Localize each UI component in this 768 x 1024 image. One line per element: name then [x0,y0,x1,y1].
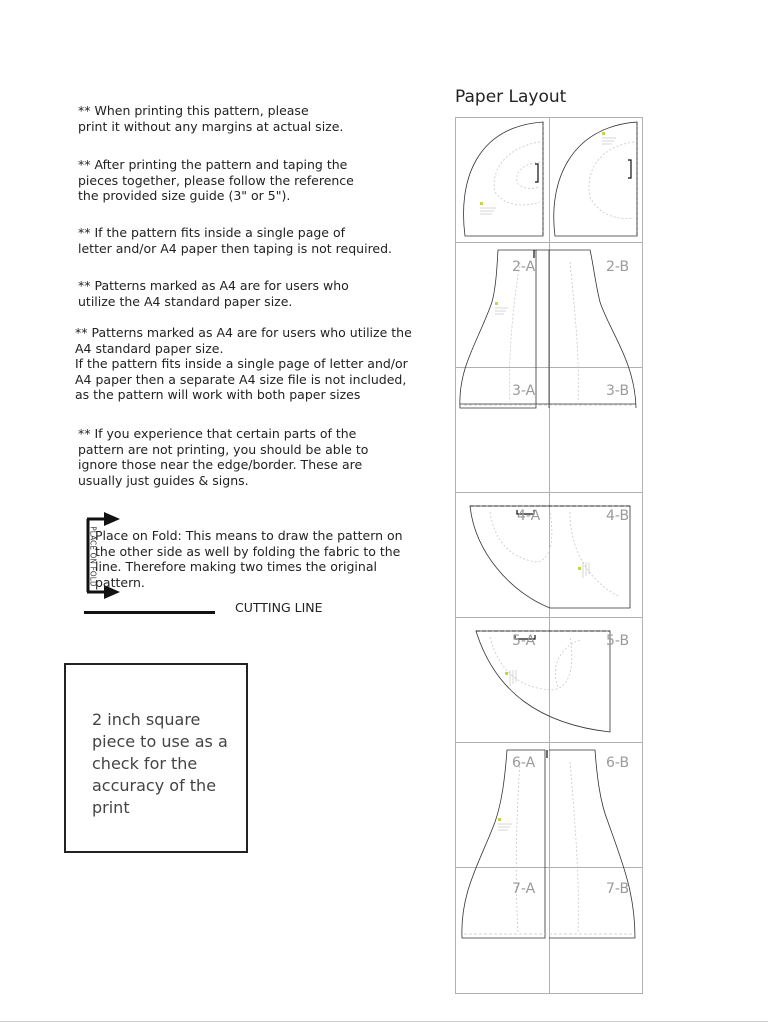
instruction-single-page: ** If the pattern fits inside a single page of letter and/or A4 paper then taping is not required. [78,225,393,256]
instruction-printing-parts: ** If you experience that certain parts of the pattern are not printing, you should be able to ignore those near the edge/border. These are usually just guides & signs. [78,426,369,488]
two-inch-check-square [64,663,248,853]
page-label-7b: 7-B [606,881,630,897]
page-label-4b: 4-B [606,508,630,524]
instruction-margins: ** When printing this pattern, please print it without any margins at actual size. [78,103,344,134]
pattern-piece-row1-right [554,122,637,236]
paper-layout-diagram [450,112,650,1002]
pattern-piece-skirt-lower [462,750,635,938]
page-label-7a: 7-A [512,881,536,897]
page-label-2b: 2-B [606,259,630,275]
page-label-5a: 5-A [512,633,536,649]
page-label-5b: 5-B [606,633,630,649]
page-label-2a: 2-A [512,259,536,275]
fold-vertical-label: PLACE ON FOLD [88,526,98,587]
cutting-line-sample [84,611,215,614]
instruction-a4-short: ** Patterns marked as A4 are for users who utilize the A4 standard paper size. [78,278,349,309]
page-label-3a: 3-A [512,383,536,399]
instruction-taping: ** After printing the pattern and taping the pieces together, please follow the reference the provided size guide (3" or 5"). [78,157,354,203]
cutting-line-label: CUTTING LINE [235,600,323,615]
check-square-text: 2 inch square piece to use as a check for the accuracy of the print [92,710,228,817]
page-bottom-rule [0,1021,768,1022]
page-label-3b: 3-B [606,383,630,399]
place-on-fold-legend [76,512,436,602]
layout-grid-lines [455,117,643,994]
page-label-6b: 6-B [606,755,630,771]
fold-description: Place on Fold: This means to draw the pattern on the other side as well by folding the fabric to the line. Therefore making two times the original pattern. [95,528,403,590]
instruction-a4-long: ** Patterns marked as A4 are for users who utilize the A4 standard paper size. If the pattern fits inside a single page of letter and/or A4 paper then a separate A4 size file is not included, as the pattern will work with both paper sizes [75,325,412,402]
pattern-piece-row1-left [464,122,543,236]
pattern-piece-row5 [476,631,610,732]
page-label-4a: 4-A [517,508,541,524]
page-label-6a: 6-A [512,755,536,771]
paper-layout-title: Paper Layout [455,87,567,107]
